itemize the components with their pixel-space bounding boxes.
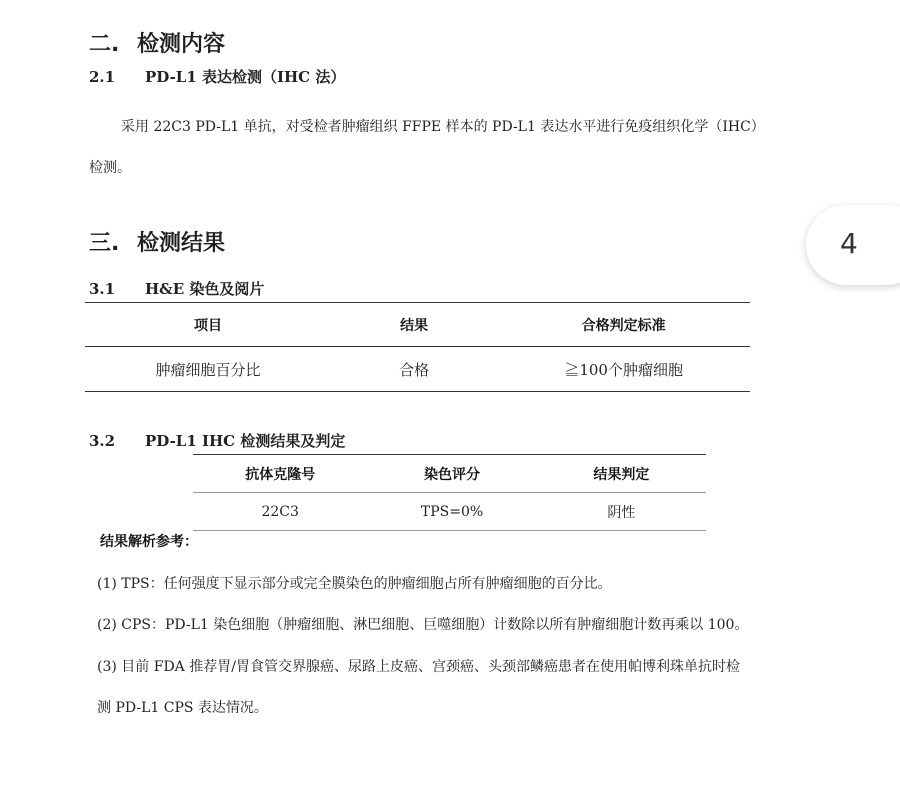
table-cell: 合格 [399, 360, 430, 379]
subsection-3-1-number: 3.1 [89, 280, 116, 298]
table-header-cell: 合格判定标准 [497, 303, 750, 347]
subsection-3-1-heading [89, 278, 264, 299]
he-staining-table [85, 302, 750, 392]
page-number-tab[interactable] [806, 205, 900, 285]
section-3-number: 三. [89, 231, 120, 256]
table-cell: 22C3 [261, 503, 299, 520]
section-2-title: 检测内容 [137, 32, 226, 57]
table-row [193, 493, 706, 531]
table-header-cell: 结果 [331, 303, 497, 347]
table-cell: 阴性 [607, 504, 636, 521]
table-header-cell: 项目 [85, 303, 331, 347]
table-cell: 肿瘤细胞百分比 [155, 360, 261, 379]
table-header-cell: 染色评分 [367, 455, 536, 493]
subsection-3-2-heading [89, 430, 345, 451]
subsection-3-2-number: 3.2 [89, 432, 116, 450]
note-item: (2) CPS：PD-L1 染色细胞（肿瘤细胞、淋巴细胞、巨噬细胞）计数除以所有肿瘤细胞计数再乘以 100。 [97, 617, 749, 633]
method-paragraph-line2: 检测。 [89, 160, 131, 176]
note-item: (1) TPS：任何强度下显示部分或完全膜染色的肿瘤细胞占所有肿瘤细胞的百分比。 [97, 576, 612, 592]
table-row [85, 347, 750, 392]
subsection-3-2-title: PD-L1 IHC 检测结果及判定 [145, 432, 346, 450]
section-3-title: 检测结果 [137, 231, 226, 256]
note-item: 测 PD-L1 CPS 表达情况。 [97, 700, 268, 716]
note-item: (3) 目前 FDA 推荐胃/胃食管交界腺癌、尿路上皮癌、宫颈癌、头颈部鳞癌患者在使用帕博利珠单抗时检 [97, 659, 740, 675]
section-2-heading [89, 27, 225, 58]
notes-title: 结果解析参考： [100, 534, 198, 550]
ihc-result-table [193, 454, 706, 531]
subsection-2-1-title: PD-L1 表达检测（IHC 法） [145, 68, 346, 86]
subsection-2-1-heading [89, 66, 345, 87]
table-header-row [85, 303, 750, 347]
subsection-2-1-number: 2.1 [89, 68, 116, 86]
table-cell: ≧100个肿瘤细胞 [564, 360, 683, 379]
table-header-cell: 结果判定 [537, 455, 706, 493]
table-header-row [193, 455, 706, 493]
method-paragraph-line1: 采用 22C3 PD-L1 单抗，对受检者肿瘤组织 FFPE 样本的 PD-L1 表达水平进行免疫组织化学（IHC） [121, 119, 765, 135]
table-header-cell: 抗体克隆号 [193, 455, 367, 493]
table-cell: TPS=0% [420, 503, 484, 520]
section-3-heading [89, 226, 225, 257]
page-number-label: 4 [840, 227, 858, 260]
section-2-number: 二. [89, 32, 120, 57]
subsection-3-1-title: H&E 染色及阅片 [145, 280, 265, 298]
